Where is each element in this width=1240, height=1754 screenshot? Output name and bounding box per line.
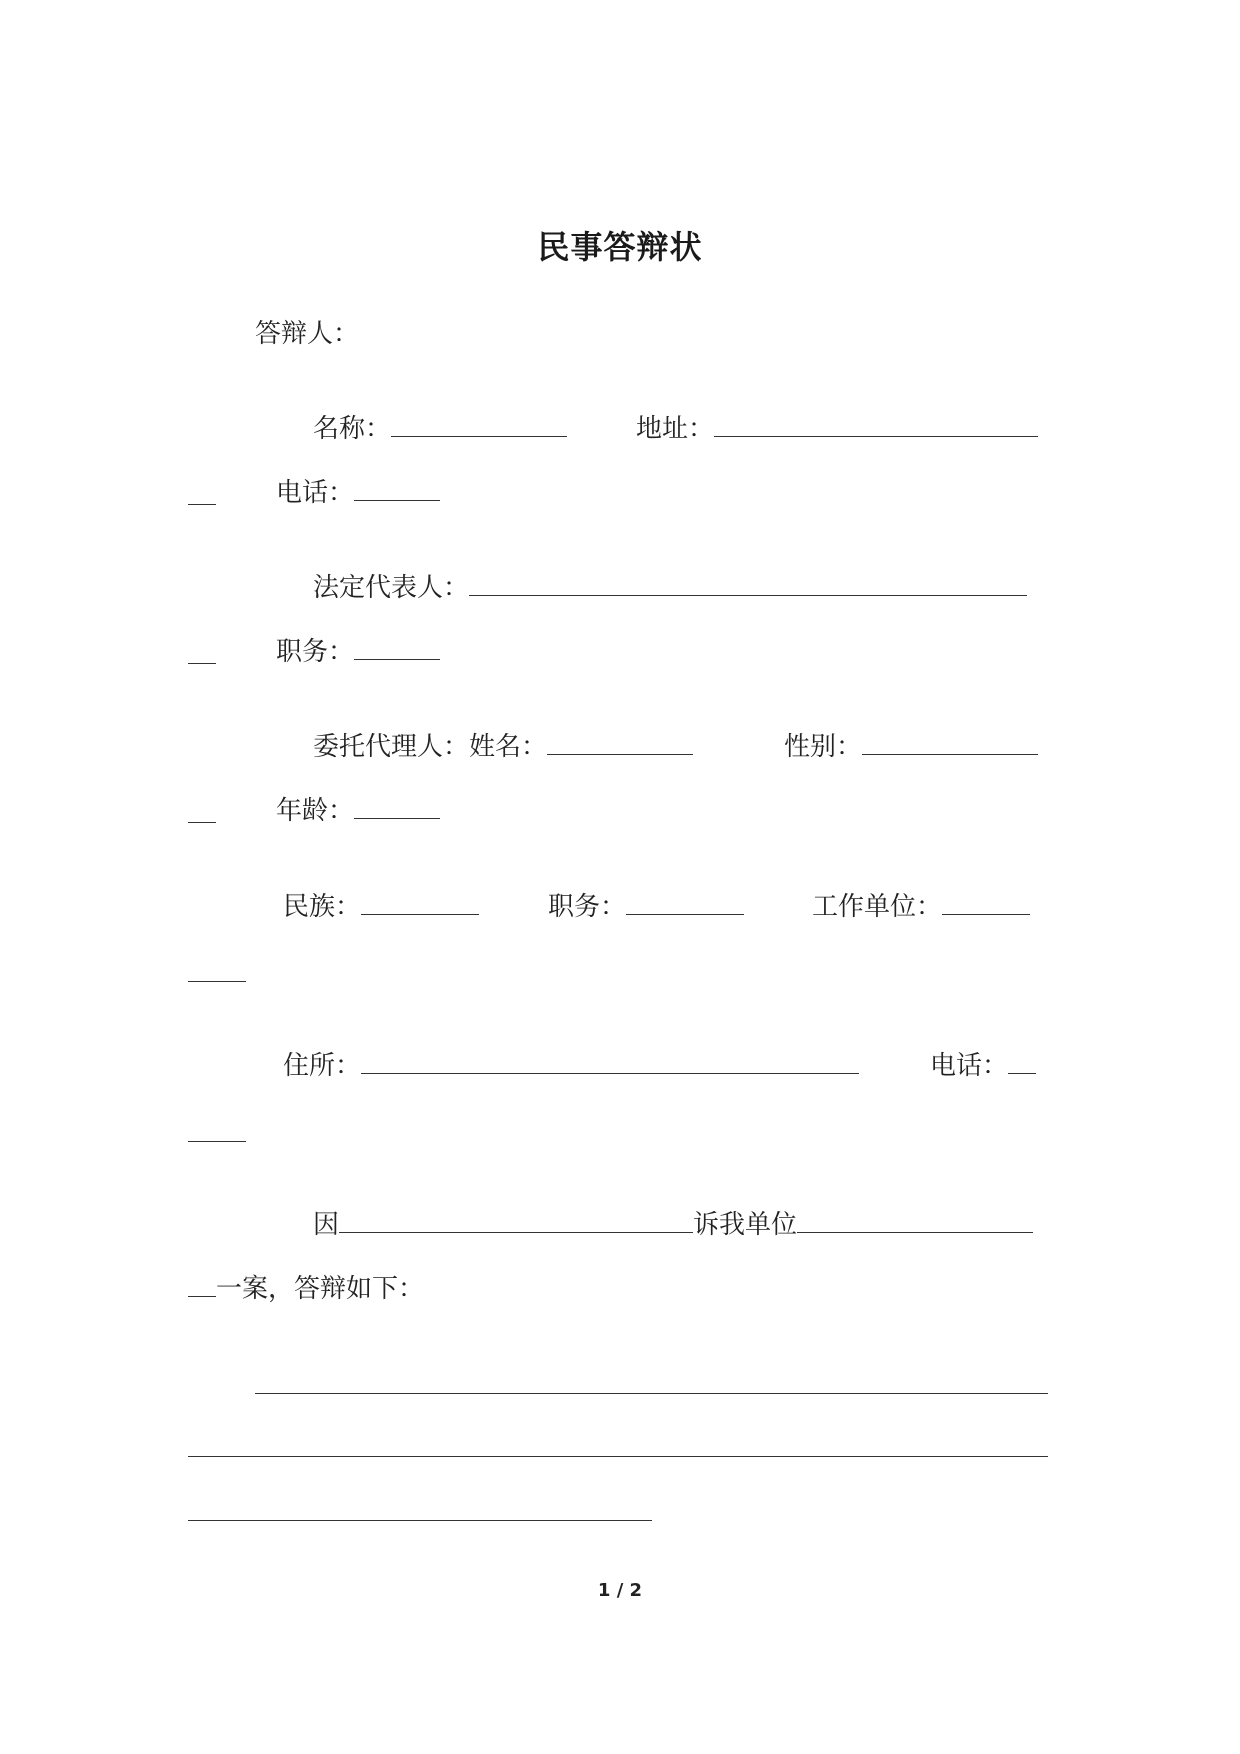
legal-rep-blank[interactable] [469, 571, 1027, 596]
residence-blank[interactable] [361, 1049, 859, 1074]
defense-line-3[interactable] [188, 1520, 652, 1521]
residence-phone-label: 电话： [930, 1051, 1009, 1081]
gender-label: 性别： [784, 732, 863, 762]
agent-name-label: 委托代理人：姓名： [313, 732, 548, 762]
agent-name-blank[interactable] [547, 730, 693, 755]
address-blank-continuation [188, 504, 216, 505]
age-row [276, 794, 440, 827]
position-row [276, 635, 440, 668]
work-unit-blank[interactable] [942, 890, 1030, 915]
case-middle: 诉我单位 [693, 1210, 798, 1240]
gender-blank-continuation [188, 822, 216, 823]
case-row [313, 1208, 1033, 1241]
address-blank[interactable] [714, 412, 1038, 437]
residence-phone-row [930, 1049, 1036, 1082]
age-blank[interactable] [354, 794, 440, 819]
name-label: 名称： [313, 414, 392, 444]
respondent-label: 答辩人： [255, 319, 360, 349]
agent-position-row [548, 890, 744, 923]
work-unit-blank-continuation [188, 981, 246, 982]
gender-row [784, 730, 1038, 763]
case-suffix-row [188, 1272, 424, 1305]
agent-position-blank[interactable] [626, 890, 744, 915]
work-unit-label: 工作单位： [812, 892, 943, 922]
agent-position-label: 职务： [548, 892, 627, 922]
case-plaintiff-blank[interactable] [797, 1208, 1033, 1233]
ethnicity-label: 民族： [283, 892, 362, 922]
phone-row [276, 476, 440, 509]
ethnicity-blank[interactable] [361, 890, 479, 915]
legal-rep-row [313, 571, 1027, 604]
residence-phone-blank[interactable] [1008, 1049, 1036, 1074]
phone-label: 电话： [276, 478, 355, 508]
document-title: 民事答辩状 [537, 228, 703, 266]
case-cause-blank[interactable] [339, 1208, 693, 1233]
gender-blank[interactable] [862, 730, 1038, 755]
case-suffix: 一案，答辩如下： [216, 1274, 425, 1304]
defense-line-1[interactable] [255, 1393, 1048, 1394]
age-label: 年龄： [276, 796, 355, 826]
residence-phone-blank-continuation [188, 1141, 246, 1142]
residence-row [283, 1049, 859, 1082]
position-blank[interactable] [354, 635, 440, 660]
address-row [636, 412, 1038, 445]
address-label: 地址： [636, 414, 715, 444]
ethnicity-row [283, 890, 479, 923]
name-row [313, 412, 567, 445]
defense-line-2[interactable] [188, 1456, 1048, 1457]
phone-blank[interactable] [354, 476, 440, 501]
work-unit-row [812, 890, 1030, 923]
case-plaintiff-blank-continuation[interactable] [188, 1272, 216, 1297]
name-blank[interactable] [391, 412, 567, 437]
legal-rep-blank-continuation [188, 663, 216, 664]
legal-rep-label: 法定代表人： [313, 573, 470, 603]
agent-name-row [313, 730, 693, 763]
position-label: 职务： [276, 637, 355, 667]
page-number: 1 / 2 [597, 1580, 643, 1601]
case-prefix: 因 [313, 1210, 340, 1240]
residence-label: 住所： [283, 1051, 362, 1081]
